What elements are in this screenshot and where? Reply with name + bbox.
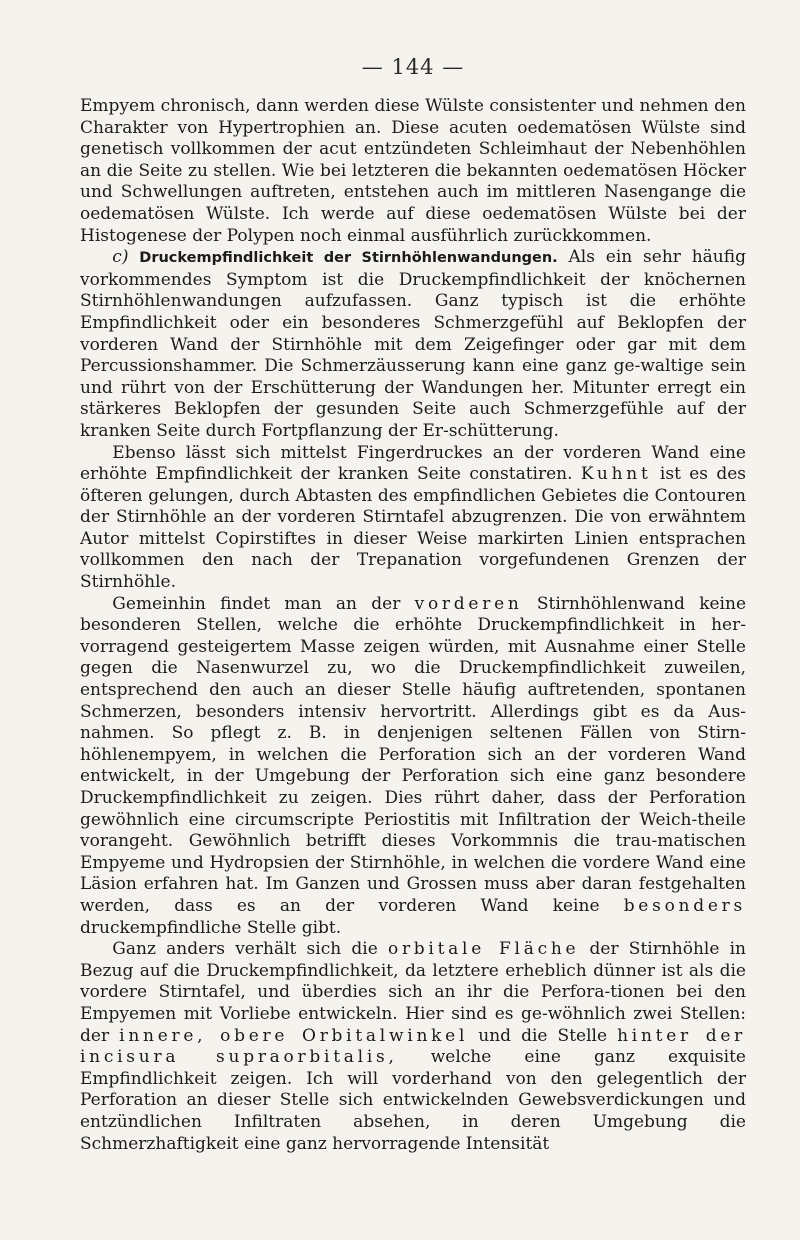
emphasis-orbitale-flaeche: orbitale Fläche — [387, 939, 580, 960]
section-heading: Druckempfindlichkeit der Stirnhöhlenwandungen. — [139, 250, 558, 267]
paragraph-4-text-c: druckempfindliche Stelle gibt. — [80, 917, 342, 938]
paragraph-5-text-d: welche eine ganz exquisite Empfindlichkeit zeigen. Ich will vorderhand von den gelegentlich der Perforation an dieser Stelle sich entwickelnden Gewebsverdickungen und entzündlichen Infiltraten absehen, in deren Umgebung die Schmerzhaftigkeit eine ganz hervorragende Intensität — [80, 1047, 746, 1154]
paragraph-5-text-b: der Stirnhöhle in Bezug auf die Druckempfindlichkeit, da letztere erheblich dünner ist als die vordere Stirntafel, und überdies sich an ihr die Perfora-tionen bei den Empyemen mit Vorliebe entwickeln. Hier sind es ge-wöhnlich zwei Stellen: der — [80, 939, 747, 1046]
author-name: Kuhnt — [580, 464, 652, 485]
emphasis-incisura: hinter der incisura supraorbitalis, — [80, 1025, 747, 1068]
paragraph-5-text-a: Ganz anders verhält sich die — [112, 939, 388, 960]
paragraph-3-text-a: Ebenso lässt sich mittelst Fingerdruckes an der vorderen Wand eine erhöhte Empfindlichkeit der kranken Seite constatiren. — [80, 442, 746, 485]
paragraph-2 — [80, 247, 746, 442]
emphasis-besonders: besonders — [623, 895, 746, 916]
paragraph-5-text-c: und die Stelle — [468, 1025, 618, 1046]
paragraph-4-text-a: Gemeinhin findet man an der — [112, 593, 415, 614]
paragraph-2-text: Als ein sehr häufig vorkommendes Symptom ist die Druckempfindlichkeit der knöchernen Stirnhöhlenwandungen aufzufassen. Ganz typisch ist die erhöhte Empfindlichkeit oder ein besonderes Schmerzgefühl auf Beklopfen der vorderen Wand der Stirnhöhle mit dem Zeigefinger oder gar mit dem Percussionshammer. Die Schmerzäusserung kann eine ganz ge-waltige sein und rührt von der Erschütterung der Wandungen her. Mitunter erregt ein stärkeres Beklopfen der gesunden Seite auch Schmerzgefühle auf der kranken Seite durch Fortpflanzung der Er-schütterung. — [80, 247, 746, 441]
paragraph-1-text: Empyem chronisch, dann werden diese Wülste consistenter und nehmen den Charakter von Hypertrophien an. Diese acuten oedematösen Wülste sind genetisch vollkommen der acut entzündeten Schleimhaut der Nebenhöhlen an die Seite zu stellen. Wie bei letzteren die bekannten oedematösen Höcker und Schwellungen auftreten, entstehen auch im mittleren Nasengange die oedematösen Wülste. Ich werde auf diese oedematösen Wülste bei der Histogenese der Polypen noch einmal ausführlich zurückkommen. — [80, 96, 746, 246]
paragraph-5 — [80, 939, 746, 1155]
paragraph-1 — [80, 96, 746, 247]
page-number: — 144 — — [361, 55, 465, 79]
paragraph-3-text-b: ist es des öfteren gelungen, durch Abtasten des empfindlichen Gebietes die Contouren der Stirnhöhle an der vorderen Stirntafel abzugrenzen. Die von erwähntem Autor mittelst Copirstiftes in dieser Weise markirten Linien entsprachen vollkommen den nach der Trepanation vorgefundenen Grenzen der Stirnhöhle. — [80, 464, 746, 593]
emphasis-orbitalwinkel: innere, obere Orbitalwinkel — [119, 1025, 469, 1046]
section-label: c) — [112, 247, 129, 268]
paragraph-4-text-b: Stirnhöhlenwand keine besonderen Stellen, welche die erhöhte Druckempfindlichkeit in her-vorragend gesteigertem Masse zeigen würden, mit Ausnahme einer Stelle gegen die Nasenwurzel zu, wo die Druckempfindlichkeit zuweilen, entsprechend den auch an dieser Stelle häufig auftretenden, spontanen Schmerzen, besonders intensiv hervortritt. Allerdings gibt es da Aus-nahmen. So pflegt z. B. in denjenigen seltenen Fällen von Stirn-höhlenempyem, in welchen die Perforation sich an der vorderen Wand entwickelt, in der Umgebung der Perforation sich eine ganz besondere Druckempfindlichkeit zu zeigen. Dies rührt daher, dass der Perforation gewöhnlich eine circumscripte Periostitis mit Infiltration der Weich-theile vorangeht. Gewöhnlich betrifft dieses Vorkommnis die trau-matischen Empyeme und Hydropsien der Stirnhöhle, in welchen die vordere Wand eine Läsion erfahren hat. Im Ganzen und Grossen muss aber daran festgehalten werden, dass es an der vorderen Wand keine — [80, 593, 747, 916]
emphasis-vorderen: vorderen — [414, 593, 523, 614]
paragraph-3 — [80, 443, 746, 594]
paragraph-4 — [80, 594, 746, 940]
